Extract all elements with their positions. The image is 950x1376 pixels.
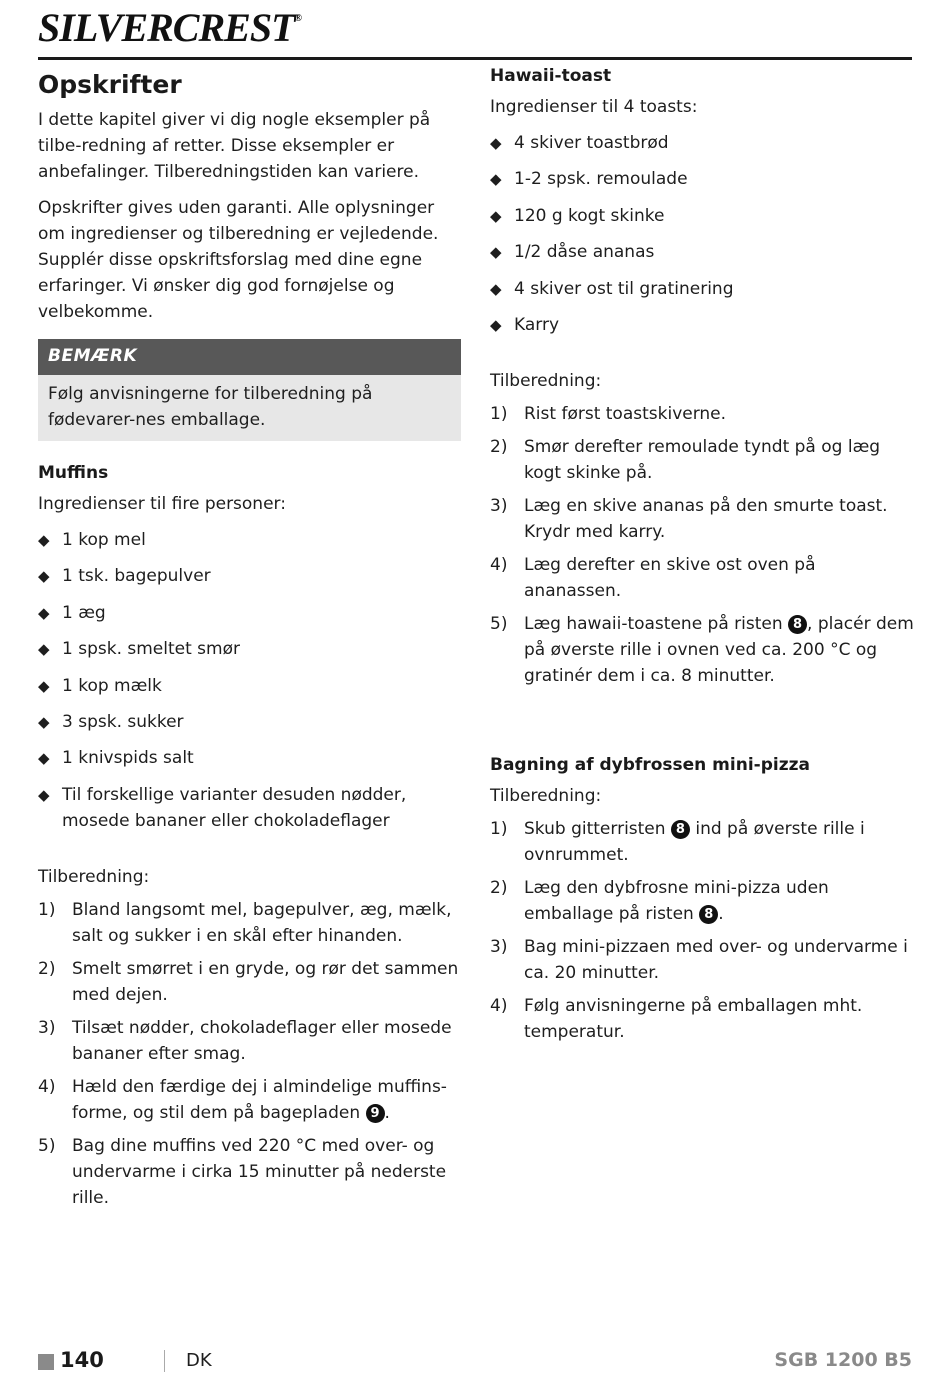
list-item: ◆ 4 skiver ost til gratinering: [490, 276, 914, 302]
step-item: 3) Læg en skive ananas på den smurte toast. Krydr med karry.: [490, 495, 888, 542]
step-item: 4) Følg anvisningerne på emballagen mht. temperatur.: [490, 995, 863, 1042]
diamond-bullet-icon: ◆: [490, 206, 502, 225]
list-item: ◆ Karry: [490, 312, 914, 338]
hawaii-title: Hawaii-toast: [490, 66, 612, 86]
pizza-steps: [490, 816, 914, 1045]
diamond-bullet-icon: ◆: [490, 243, 502, 262]
muffins-steps: [38, 897, 461, 1211]
diamond-bullet-icon: ◆: [38, 567, 50, 586]
list-item: ◆ 1 æg: [38, 600, 461, 626]
numbered-badge-icon: 8: [788, 615, 807, 634]
numbered-badge-icon: 8: [699, 905, 718, 924]
step-item: 5) Bag dine muffins ved 220 °C med over- og undervarme i cirka 15 minutter på nederste rille.: [38, 1135, 447, 1208]
note-box: [38, 339, 461, 441]
diamond-bullet-icon: ◆: [38, 712, 50, 731]
diamond-bullet-icon: ◆: [490, 170, 502, 189]
step-item: 2) Smelt smørret i en gryde, og rør det sammen med dejen.: [38, 958, 459, 1005]
intro-paragraph-2: Opskrifter gives uden garanti. Alle oplysninger om ingredienser og tilberedning er vejledende. Supplér disse opskriftsforslag med dine egne erfaringer. Vi ønsker dig god fornøjelse og velbekomme.: [38, 198, 439, 322]
numbered-badge-icon: 9: [366, 1104, 385, 1123]
list-item: ◆ 1 knivspids salt: [38, 745, 461, 771]
footer-divider: [164, 1350, 165, 1372]
muffins-ingredient-list: [38, 527, 461, 834]
diamond-bullet-icon: ◆: [38, 785, 50, 804]
step-item: 3) Bag mini-pizzaen med over- og undervarme i ca. 20 minutter.: [490, 936, 908, 983]
page-marker-square-icon: [38, 1354, 54, 1370]
list-item: ◆ 1 spsk. smeltet smør: [38, 636, 461, 662]
note-label: BEMÆRK: [38, 339, 461, 375]
step-item: 3) Tilsæt nødder, chokoladeflager eller mosede bananer efter smag.: [38, 1017, 452, 1064]
list-item: ◆ 1-2 spsk. remoulade: [490, 166, 914, 192]
diamond-bullet-icon: ◆: [38, 531, 50, 549]
hawaii-steps: [490, 401, 914, 689]
brand-logo: [38, 4, 301, 51]
list-item: ◆ Til forskellige varianter desuden nødder, mosede bananer eller chokoladeflager: [38, 782, 461, 834]
muffins-title: Muffins: [38, 463, 109, 483]
step-item: 1) Bland langsomt mel, bagepulver, æg, mælk, salt og sukker i en skål efter hinanden.: [38, 899, 452, 946]
pizza-title: Bagning af dybfrossen mini-pizza: [490, 754, 810, 775]
left-column: [38, 66, 461, 1218]
brand-name: SILVERCREST: [38, 5, 295, 50]
right-column: [490, 66, 914, 1052]
step-item: 1) Skub gitterristen 8 ind på øverste rille i ovnrummet.: [490, 818, 865, 865]
registered-mark: ®: [294, 13, 302, 24]
header-rule: [38, 57, 912, 60]
muffins-ingredients-label: Ingredienser til fire personer:: [38, 494, 286, 514]
page-footer: [38, 1348, 912, 1376]
list-item: ◆ 1 tsk. bagepulver: [38, 563, 461, 589]
model-number: SGB 1200 B5: [774, 1349, 912, 1371]
step-item: 2) Læg den dybfrosne mini-pizza uden emballage på risten 8 .: [490, 877, 829, 924]
step-item: 4) Læg derefter en skive ost oven på ananassen.: [490, 554, 816, 601]
hawaii-prep-label: Tilberedning:: [490, 370, 602, 391]
page-number: 140: [60, 1348, 104, 1372]
pizza-prep-label: Tilberedning:: [490, 785, 602, 806]
numbered-badge-icon: 8: [671, 820, 690, 839]
list-item: ◆ 1 kop mælk: [38, 673, 461, 699]
note-text: Følg anvisningerne for tilberedning på fødevarer-nes emballage.: [38, 375, 461, 441]
step-item: 2) Smør derefter remoulade tyndt på og læg kogt skinke på.: [490, 436, 881, 483]
list-item: ◆ 3 spsk. sukker: [38, 709, 461, 735]
page-title: Opskrifter: [38, 70, 182, 99]
hawaii-ingredient-list: [490, 130, 914, 338]
diamond-bullet-icon: ◆: [38, 676, 50, 695]
diamond-bullet-icon: ◆: [490, 315, 502, 334]
diamond-bullet-icon: ◆: [490, 279, 502, 298]
diamond-bullet-icon: ◆: [38, 603, 50, 622]
list-item: ◆ 1 kop mel: [38, 527, 461, 553]
list-item: ◆ 120 g kogt skinke: [490, 203, 914, 229]
language-code: DK: [186, 1350, 212, 1371]
list-item: ◆ 1/2 dåse ananas: [490, 239, 914, 265]
diamond-bullet-icon: ◆: [38, 749, 50, 768]
step-item: 5) Læg hawaii-toastene på risten 8 , placér dem på øverste rille i ovnen ved ca. 200 °C og gratinér dem i ca. 8 minutter.: [490, 613, 914, 686]
diamond-bullet-icon: ◆: [38, 640, 50, 659]
step-item: 4) Hæld den færdige dej i almindelige muffins-forme, og stil dem på bagepladen 9 .: [38, 1076, 447, 1123]
step-item: 1) Rist først toastskiverne.: [490, 403, 727, 424]
hawaii-ingredients-label: Ingredienser til 4 toasts:: [490, 97, 698, 117]
list-item: ◆ 4 skiver toastbrød: [490, 130, 914, 156]
diamond-bullet-icon: ◆: [490, 134, 502, 152]
intro-paragraph-1: I dette kapitel giver vi dig nogle eksempler på tilbe-redning af retter. Disse eksempler er anbefalinger. Tilberedningstiden kan variere.: [38, 110, 431, 182]
muffins-prep-label: Tilberedning:: [38, 866, 150, 887]
